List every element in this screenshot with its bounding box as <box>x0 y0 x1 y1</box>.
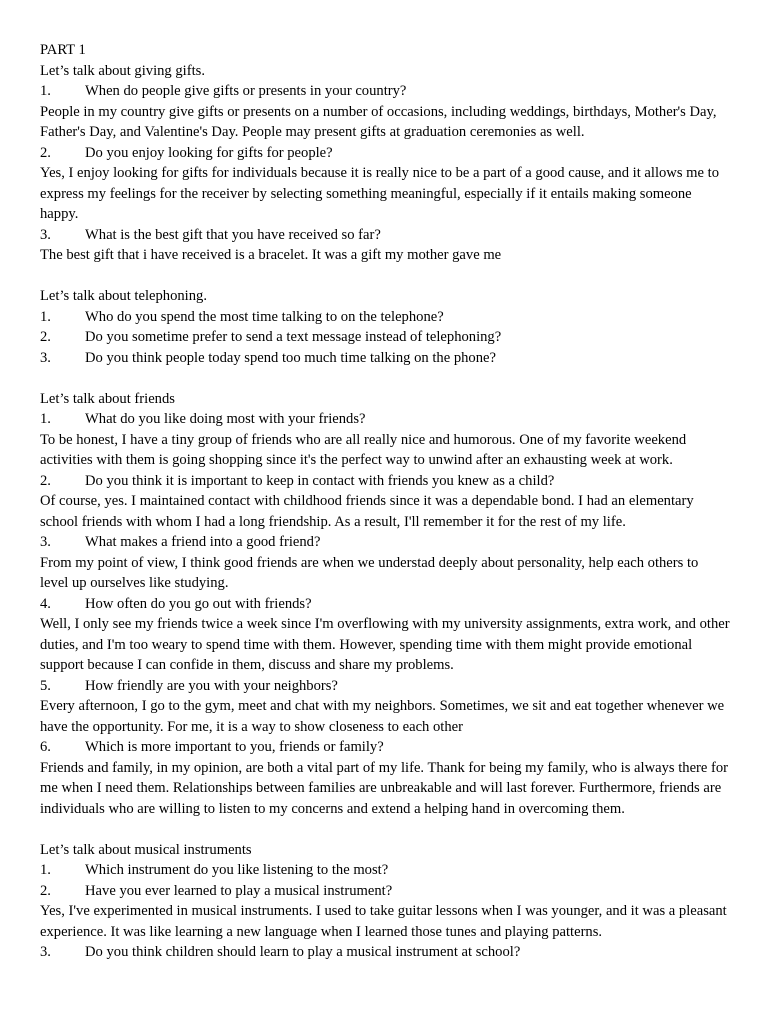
question-number: 3. <box>40 534 51 550</box>
question-text: Which is more important to you, friends or family? <box>85 739 384 755</box>
answer-text: Of course, yes. I maintained contact with childhood friends since it was a dependable bond. I had an elementary school friends with whom I had a long friendship. As a result, I'll remember it for the rest of my life. <box>40 493 694 530</box>
question-text: Have you ever learned to play a musical instrument? <box>85 882 393 899</box>
question-item <box>40 676 730 738</box>
question-text: Do you sometime prefer to send a text message instead of telephoning? <box>85 329 502 345</box>
question-number: 2. <box>40 144 51 161</box>
answer-text: Yes, I've experimented in musical instruments. I used to take guitar lessons when I was younger, and it was a pleasant experience. It was like learning a new language when I learned those tunes and playing patterns. <box>40 903 727 940</box>
section-heading: Let’s talk about telephoning. <box>40 288 207 304</box>
question-number: 3. <box>40 226 51 243</box>
question-item <box>40 942 730 963</box>
section-musical-instruments <box>40 840 730 963</box>
answer-text: Well, I only see my friends twice a week since I'm overflowing with my university assignments, extra work, and other duties, and I'm too weary to spend time with them. However, spending time with them might provide emotional support because I can confide in them, discuss and share my problems. <box>40 616 730 673</box>
question-number: 2. <box>40 882 51 899</box>
question-item <box>40 594 730 676</box>
section-heading: Let’s talk about friends <box>40 390 175 407</box>
question-text: Do you think it is important to keep in contact with friends you knew as a child? <box>85 472 555 489</box>
question-text: What do you like doing most with your friends? <box>85 411 366 427</box>
question-number: 2. <box>40 472 51 489</box>
question-number: 1. <box>40 411 51 427</box>
question-item <box>40 471 730 533</box>
question-text: Which instrument do you like listening to the most? <box>85 862 389 878</box>
answer-text: People in my country give gifts or presents on a number of occasions, including weddings, birthdays, Mother's Day, Father's Day, and Valentine's Day. People may present gifts at graduation ceremonies as well. <box>40 103 717 140</box>
section-heading: Let’s talk about musical instruments <box>40 841 252 858</box>
section-giving-gifts <box>40 61 730 266</box>
question-item <box>40 307 730 328</box>
question-text: Who do you spend the most time talking to on the telephone? <box>85 308 444 325</box>
question-text: Do you think children should learn to play a musical instrument at school? <box>85 944 521 960</box>
blank-line <box>40 266 730 287</box>
question-number: 2. <box>40 329 51 345</box>
question-text: Do you enjoy looking for gifts for people? <box>85 144 333 161</box>
question-item <box>40 81 730 143</box>
blank-line <box>40 819 730 840</box>
question-text: When do people give gifts or presents in your country? <box>85 83 407 99</box>
question-text: What makes a friend into a good friend? <box>85 534 321 550</box>
question-item <box>40 327 730 348</box>
question-item <box>40 860 730 881</box>
section-telephoning <box>40 286 730 368</box>
question-text: What is the best gift that you have received so far? <box>85 226 381 243</box>
question-number: 6. <box>40 739 51 755</box>
answer-text: From my point of view, I think good friends are when we understad deeply about personality, help each others to level up ourselves like studying. <box>40 554 699 591</box>
part-title: PART 1 <box>40 42 86 58</box>
question-item <box>40 881 730 943</box>
section-heading: Let’s talk about giving gifts. <box>40 62 205 79</box>
question-item <box>40 348 730 369</box>
question-number: 3. <box>40 349 51 366</box>
answer-text: The best gift that i have received is a bracelet. It was a gift my mother gave me <box>40 247 502 263</box>
question-text: How friendly are you with your neighbors? <box>85 677 338 694</box>
question-number: 5. <box>40 677 51 694</box>
question-number: 3. <box>40 944 51 960</box>
question-number: 1. <box>40 83 51 99</box>
question-text: Do you think people today spend too much time talking on the phone? <box>85 349 496 366</box>
question-text: How often do you go out with friends? <box>85 595 312 612</box>
question-item <box>40 225 730 266</box>
answer-text: To be honest, I have a tiny group of friends who are all really nice and humorous. One of my favorite weekend activities with them is going shopping since it's the perfect way to unwind after an exhausting week at work. <box>40 431 687 468</box>
section-friends <box>40 389 730 820</box>
question-item <box>40 737 730 819</box>
question-item <box>40 532 730 594</box>
answer-text: Friends and family, in my opinion, are both a vital part of my life. Thank for being my family, who is always there for me when I need them. Relationships between families are unbreakable and will last forever. Furthermore, friends are individuals who are willing to listen to my concerns and extend a helping hand in overcoming them. <box>40 759 729 817</box>
answer-text: Yes, I enjoy looking for gifts for individuals because it is really nice to be a part of a good cause, and it allows me to express my feelings for the receiver by selecting something meaningful, especially if it entails making someone happy. <box>40 165 719 222</box>
blank-line <box>40 368 730 389</box>
question-number: 1. <box>40 308 51 325</box>
question-number: 4. <box>40 595 51 612</box>
question-item <box>40 409 730 471</box>
question-item <box>40 143 730 225</box>
question-number: 1. <box>40 862 51 878</box>
answer-text: Every afternoon, I go to the gym, meet and chat with my neighbors. Sometimes, we sit and eat together whenever we have the opportunity. For me, it is a way to show closeness to each other <box>40 698 725 735</box>
